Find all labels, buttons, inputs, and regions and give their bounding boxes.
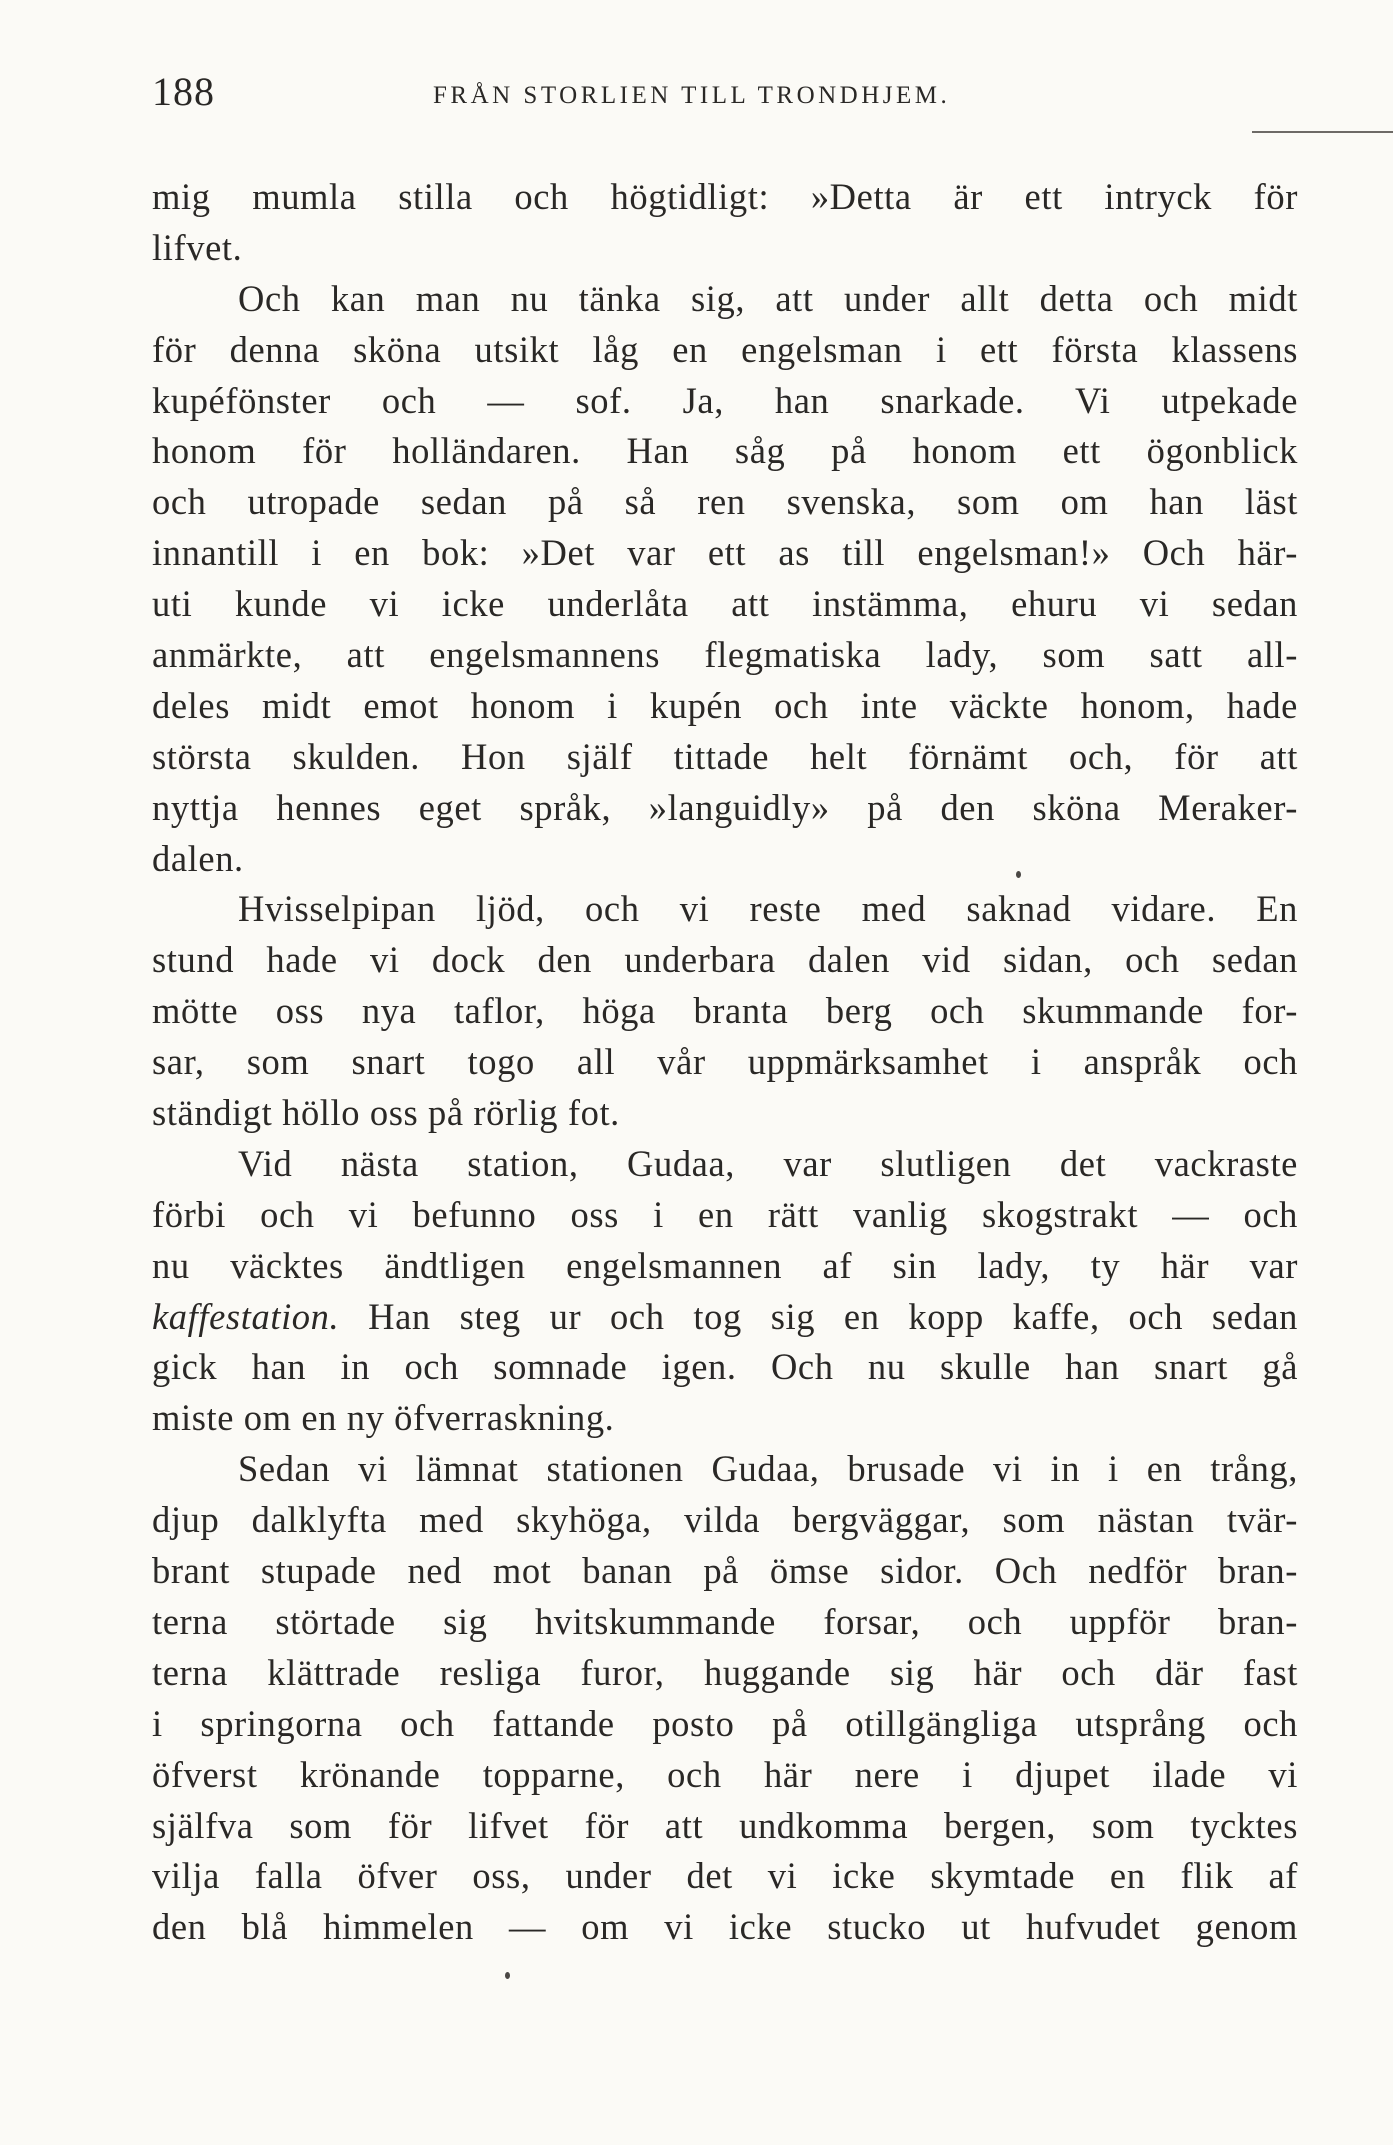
paragraph-start-line: Vid nästa station, Gudaa, var slutligen det vackraste [238,1142,1298,1184]
text-line: kupéfönster och — sof. Ja, han snarkade. Vi utpekade [152,379,1298,421]
text-line: innantill i en bok: »Det var ett as till engelsman!» Och här- [152,532,1298,574]
text-line: lifvet. [152,226,243,268]
text-line: i springorna och fattande posto på otillgängliga utsprång och [152,1702,1298,1744]
paragraph-start-line: Sedan vi lämnat stationen Gudaa, brusade vi in i en trång, [238,1448,1298,1490]
text-line: brant stupade ned mot banan på ömse sidor. Och nedför bran- [152,1550,1298,1592]
text-line: miste om en ny öfverraskning. [152,1397,615,1439]
paragraph-start-line: Och kan man nu tänka sig, att under allt detta och midt [238,277,1298,319]
text-line: nu väcktes ändtligen engelsmannen af sin lady, ty här var [152,1244,1298,1286]
text-line: stund hade vi dock den underbara dalen vid sidan, och sedan [152,939,1298,981]
body-text [152,172,1298,1953]
text-line: ständigt höllo oss på rörlig fot. [152,1092,620,1134]
text-line: öfverst krönande topparne, och här nere i djupet ilade vi [152,1753,1298,1795]
page-number: 188 [152,69,215,114]
text-line: nyttja hennes eget språk, »languidly» på den sköna Meraker- [152,786,1298,828]
text-line: förbi och vi befunno oss i en rätt vanlig skogstrakt — och [152,1193,1298,1235]
text-line: anmärkte, att engelsmannens flegmatiska lady, som satt all- [152,634,1298,676]
italic-word: kaffestation. [152,1295,340,1337]
page-header [152,68,1298,128]
running-title: FRÅN STORLIEN TILL TRONDHJEM. [433,82,951,109]
text-line: största skulden. Hon själf tittade helt förnämt och, för att [152,735,1298,777]
header-rule [1252,131,1393,133]
text-line: djup dalklyfta med skyhöga, vilda bergväggar, som nästan tvär- [152,1499,1298,1541]
text-line: den blå himmelen — om vi icke stucko ut hufvudet genom [152,1906,1298,1948]
text-line: gick han in och somnade igen. Och nu skulle han snart gå [152,1346,1298,1388]
text-line: vilja falla öfver oss, under det vi icke skymtade en flik af [152,1855,1298,1897]
text-line: och utropade sedan på så ren svenska, som om han läst [152,481,1298,523]
text-line: sar, som snart togo all vår uppmärksamhet i anspråk och [152,1041,1298,1083]
text-line: själfva som för lifvet för att undkomma bergen, som tycktes [152,1804,1298,1846]
paragraph-start-line: Hvisselpipan ljöd, och vi reste med saknad vidare. En [238,888,1298,930]
text-line: deles midt emot honom i kupén och inte väckte honom, hade [152,684,1298,726]
text-line: uti kunde vi icke underlåta att instämma, ehuru vi sedan [152,583,1298,625]
text-line: mötte oss nya taflor, höga branta berg och skummande for- [152,990,1298,1032]
ink-speck [1016,871,1021,878]
text-line [152,1292,1298,1343]
text-line-rest: Han steg ur och tog sig en kopp kaffe, och sedan [368,1295,1298,1337]
text-line: mig mumla stilla och högtidligt: »Detta är ett intryck för [152,176,1298,217]
ink-speck [505,1972,510,1979]
text-line: för denna sköna utsikt låg en engelsman i ett första klassens [152,328,1298,370]
text-line: dalen. [152,837,244,879]
text-line: honom för holländaren. Han såg på honom ett ögonblick [152,430,1298,472]
text-line: terna klättrade resliga furor, huggande sig här och där fast [152,1651,1298,1693]
text-line: terna störtade sig hvitskummande forsar, och uppför bran- [152,1600,1298,1642]
